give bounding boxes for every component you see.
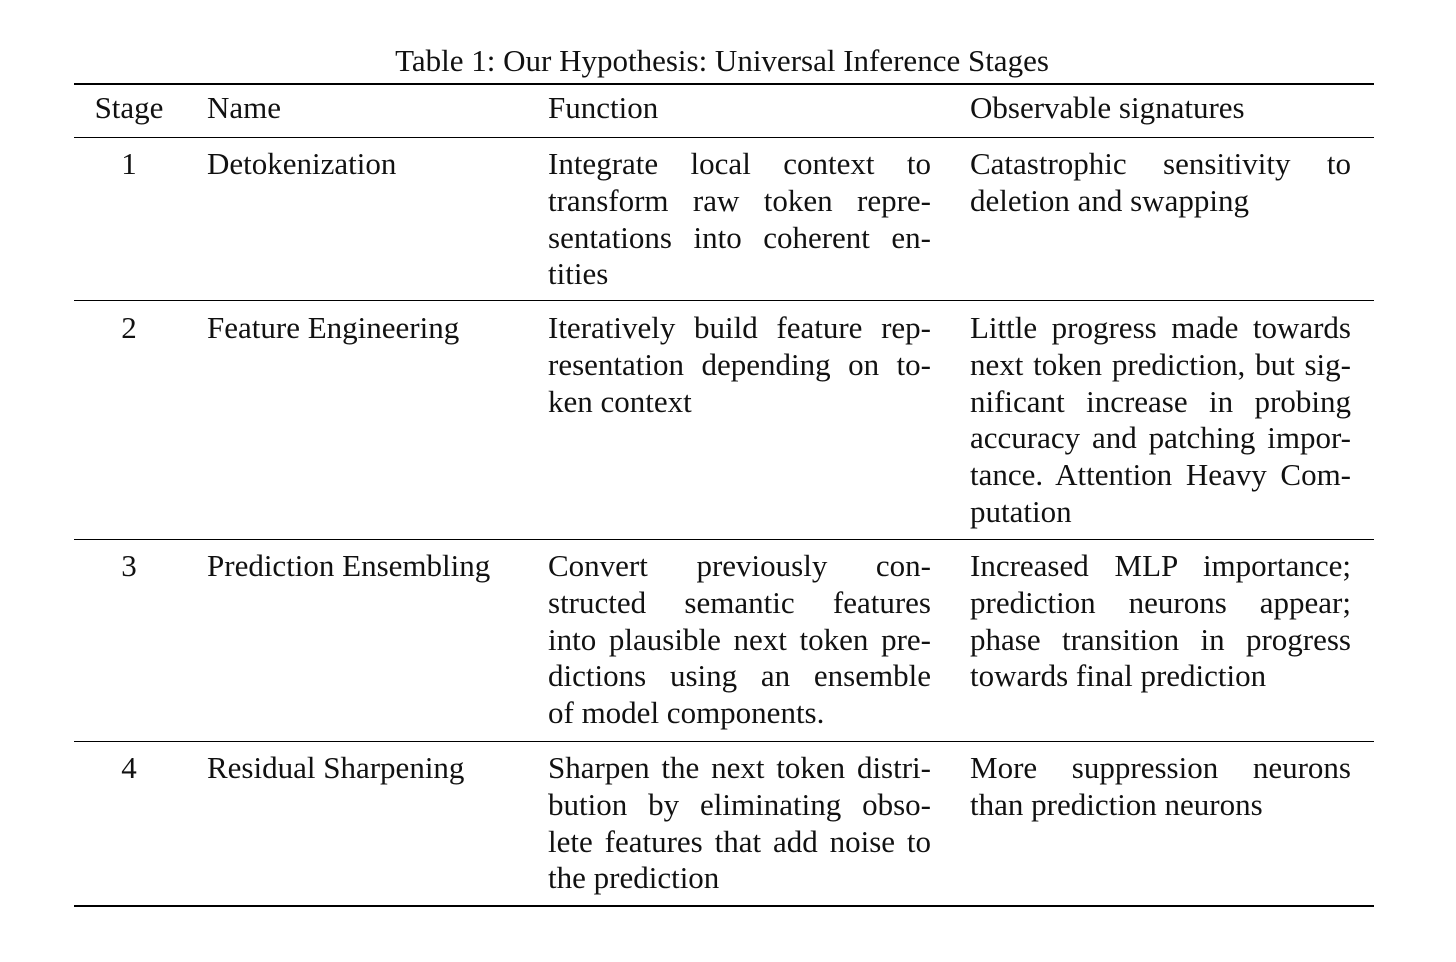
row-3-name: Prediction Ensembling [207,548,491,583]
row-1-observable-line: Catastrophic sensitivity to [970,146,1351,181]
row-2-function-line: Iteratively build feature rep- [548,310,931,345]
row-4-name: Residual Sharpening [207,750,465,785]
row-3-function-line: dictions using an ensemble [548,658,931,694]
row-3-observable-line: Increased MLP importance; [970,548,1351,583]
row-4-function-line: Sharpen the next token distri- [548,750,931,785]
row-4-stage: 4 [121,750,137,785]
row-4-observable [970,750,1351,824]
row-1-name: Detokenization [207,146,397,181]
header-observable: Observable signatures [970,90,1245,125]
row-3-function-line: structed semantic features [548,584,931,620]
row-1-function-line: Integrate local context to [548,146,931,181]
bottom-rule [74,905,1374,907]
row-2-stage: 2 [121,310,137,345]
header-rule [74,137,1374,138]
row-2-observable-line: next token prediction, but sig- [970,346,1351,382]
row-4-function-line: bution by eliminating obso- [548,786,931,822]
row-3-function-line: of model components. [548,695,825,731]
row-2-function-line: ken context [548,383,692,419]
row-3-observable [970,548,1351,695]
row-4-function-line: the prediction [548,860,720,896]
row-4-observable-line: More suppression neurons [970,750,1351,785]
row-1-stage: 1 [121,146,137,181]
row-2-name: Feature Engineering [207,310,460,345]
row-4-function [548,750,931,897]
row-2-observable-line: Little progress made towards [970,310,1351,345]
row-1-function [548,146,931,293]
row-2-observable-line: nificant increase in probing [970,383,1351,419]
table-caption: Table 1: Our Hypothesis: Universal Inference Stages [395,43,1049,78]
row-3-observable-line: towards final prediction [970,658,1267,694]
top-rule [74,83,1374,85]
row-2-function [548,310,931,420]
row-3-rule [74,741,1374,742]
row-3-function-line: into plausible next token pre- [548,621,931,657]
row-1-function-line: sentations into coherent en- [548,219,931,255]
row-1-function-line: tities [548,256,609,292]
row-1-observable-line: deletion and swapping [970,182,1249,218]
row-4-function-line: lete features that add noise to [548,823,931,859]
row-1-observable [970,146,1351,220]
header-name: Name [207,90,282,125]
row-3-function [548,548,931,732]
row-3-observable-line: prediction neurons appear; [970,584,1351,620]
header-stage: Stage [94,90,164,125]
row-3-stage: 3 [121,548,137,583]
row-2-observable-line: accuracy and patching impor- [970,420,1351,456]
row-4-observable-line: than prediction neurons [970,786,1263,822]
row-1-rule [74,300,1374,301]
row-2-rule [74,539,1374,540]
row-3-function-line: Convert previously con- [548,548,931,583]
row-2-observable-line: tance. Attention Heavy Com- [970,457,1351,493]
row-2-observable [970,310,1351,531]
row-2-observable-line: putation [970,493,1072,529]
header-function: Function [548,90,659,125]
row-1-function-line: transform raw token repre- [548,182,931,218]
row-2-function-line: resentation depending on to- [548,346,931,382]
row-3-observable-line: phase transition in progress [970,621,1351,657]
